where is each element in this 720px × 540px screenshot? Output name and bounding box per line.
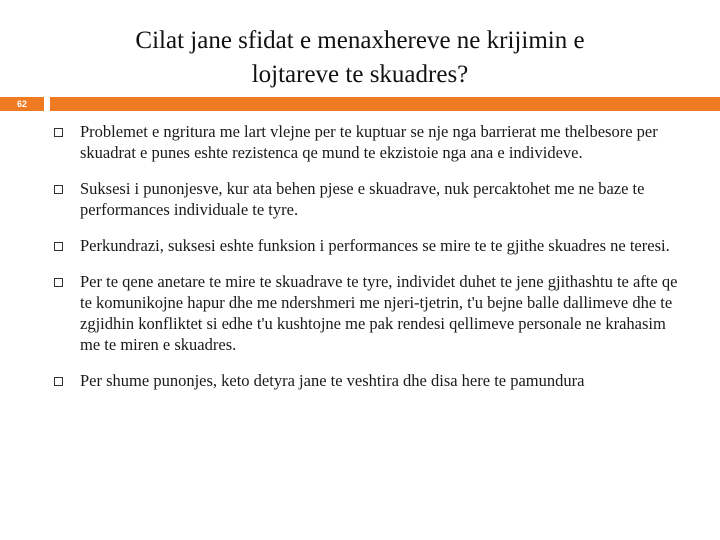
accent-bar-stripe bbox=[50, 97, 720, 111]
bullet-text: Suksesi i punonjesve, kur ata behen pjese e skuadrave, nuk percaktohet me ne baze te performances individuale te tyre. bbox=[80, 179, 645, 219]
hollow-square-bullet-icon bbox=[54, 185, 63, 194]
bullet-text: Per te qene anetare te mire te skuadrave te tyre, individet duhet te jene gjithashtu te afte qe te komunikojne hapur dhe me ndershmeri me njeri-tjetrin, t'u bejne balle dallimeve dhe te zgjidhin konfliktet si edhe t'u kushtojne me pak rendesi qellimeve personale ne krahasim me te miren e skuadres. bbox=[80, 272, 678, 354]
hollow-square-bullet-icon bbox=[54, 377, 63, 386]
bullet-item bbox=[52, 235, 682, 256]
slide-title bbox=[60, 24, 660, 92]
bullet-text: Per shume punonjes, keto detyra jane te veshtira dhe disa here te pamundura bbox=[80, 371, 585, 390]
slide-title-line-2: lojtareve te skuadres? bbox=[251, 61, 469, 88]
hollow-square-bullet-icon bbox=[54, 242, 63, 251]
slide-number: 62 bbox=[16, 99, 27, 109]
bullet-text: Problemet e ngritura me lart vlejne per te kuptuar se nje nga barrierat me thelbesore per skuadrat e punes eshte rezistenca qe mund te ekzistoie nga ana e individeve. bbox=[80, 122, 658, 162]
slide-title-line-1: Cilat jane sfidat e menaxhereve ne krijimin e bbox=[135, 27, 585, 54]
bullet-item bbox=[52, 178, 682, 220]
bullet-text: Perkundrazi, suksesi eshte funksion i performances se mire te te gjithe skuadres ne teresi. bbox=[80, 236, 670, 255]
bullet-item bbox=[52, 121, 682, 163]
bullet-list bbox=[52, 121, 682, 406]
bullet-item bbox=[52, 271, 682, 355]
bullet-item bbox=[52, 370, 682, 391]
hollow-square-bullet-icon bbox=[54, 278, 63, 287]
accent-bar bbox=[0, 97, 720, 111]
hollow-square-bullet-icon bbox=[54, 128, 63, 137]
